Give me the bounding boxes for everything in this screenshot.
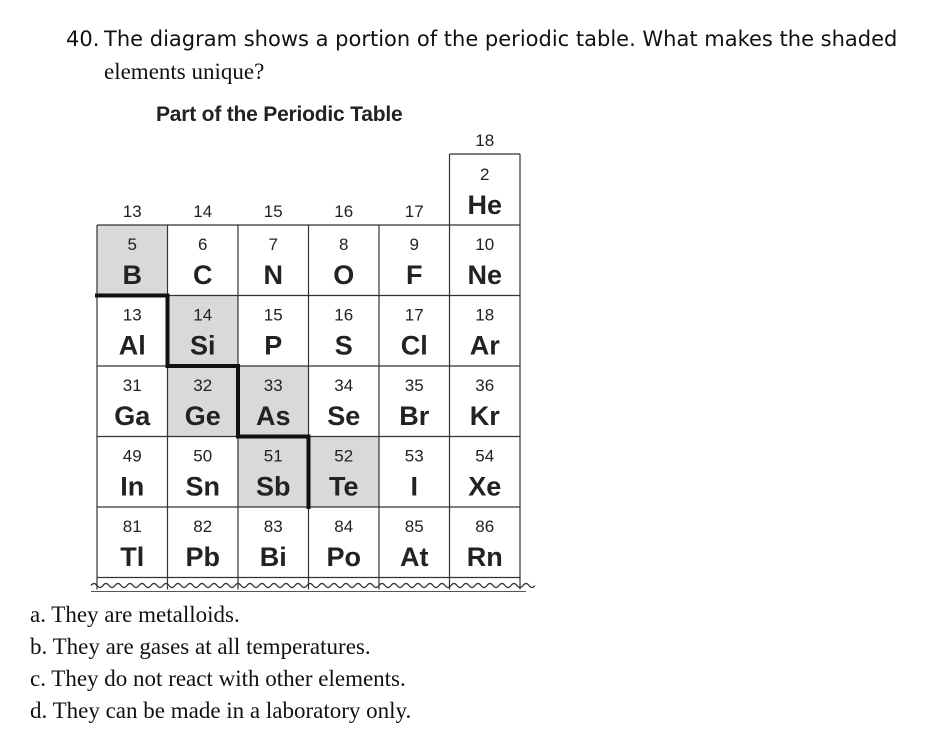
atomic-number-te: 52 [334,446,354,466]
atomic-number-cl: 17 [404,305,424,325]
atomic-number-bi: 83 [263,517,283,536]
atomic-number-po: 84 [334,517,354,536]
atomic-number-ge: 32 [193,376,213,395]
group-number-18: 18 [475,131,495,150]
atomic-number-he: 2 [480,165,490,184]
element-symbol-n: N [263,260,283,290]
element-symbol-tl: Tl [120,542,145,572]
atomic-number-n: 7 [268,235,278,254]
element-symbol-o: O [333,260,355,290]
atomic-number-as: 33 [263,376,283,395]
element-symbol-he: He [467,190,503,220]
atomic-number-br: 35 [404,376,424,395]
element-symbol-at: At [400,542,429,572]
table-break-line [91,584,535,588]
atomic-number-in: 49 [122,446,142,466]
atomic-number-o: 8 [339,235,349,254]
element-symbol-sn: Sn [185,471,221,502]
diagram-title: Part of the Periodic Table [156,103,403,126]
atomic-number-pb: 82 [193,517,213,536]
atomic-number-ga: 31 [122,376,142,395]
question-text-continued: elements unique? [104,59,265,84]
atomic-number-s: 16 [334,305,354,325]
element-symbol-ne: Ne [467,260,503,290]
atomic-number-rn: 86 [475,517,495,536]
option-d[interactable]: d. They can be made in a laboratory only. [30,698,412,723]
element-symbol-al: Al [118,330,146,361]
atomic-number-ar: 18 [475,305,495,325]
atomic-number-i: 53 [404,446,424,466]
element-symbol-ga: Ga [114,401,151,431]
element-symbol-in: In [120,471,145,502]
group-number-13: 13 [122,202,142,221]
element-symbol-sb: Sb [255,471,291,502]
atomic-number-b: 5 [127,235,137,254]
element-symbol-bi: Bi [259,542,287,572]
element-symbol-pb: Pb [185,542,221,572]
element-symbol-si: Si [189,330,216,361]
element-symbol-te: Te [328,471,359,502]
element-symbol-s: S [334,330,353,361]
atomic-number-se: 34 [334,376,354,395]
element-symbol-rn: Rn [466,542,503,572]
question-number: 40. [66,27,100,51]
element-symbol-kr: Kr [469,401,500,431]
atomic-number-f: 9 [409,235,419,254]
group-number-14: 14 [193,202,213,221]
atomic-number-ne: 10 [475,235,495,254]
atomic-number-at: 85 [404,517,424,536]
atomic-number-sn: 50 [193,446,213,466]
element-symbol-ar: Ar [469,330,500,361]
group-number-16: 16 [334,202,354,221]
element-symbol-xe: Xe [468,471,502,502]
element-symbol-se: Se [327,401,361,431]
option-c[interactable]: c. They do not react with other elements. [30,666,406,691]
element-symbol-po: Po [326,542,362,572]
element-symbol-c: C [193,260,213,290]
atomic-number-p: 15 [263,305,283,325]
atomic-number-kr: 36 [475,376,495,395]
atomic-number-tl: 81 [122,517,142,536]
element-symbol-ge: Ge [184,401,221,431]
option-b[interactable]: b. They are gases at all temperatures. [30,634,371,659]
element-symbol-f: F [406,260,423,290]
element-symbol-b: B [122,260,142,290]
question-text: The diagram shows a portion of the periodic table. What makes the shaded [104,27,898,51]
element-symbol-as: As [255,401,291,431]
element-symbol-cl: Cl [400,330,428,361]
group-number-15: 15 [263,202,283,221]
atomic-number-sb: 51 [263,446,283,466]
atomic-number-c: 6 [198,235,208,254]
element-symbol-p: P [264,330,283,361]
group-number-17: 17 [404,202,424,221]
option-a[interactable]: a. They are metalloids. [30,602,240,627]
answer-options [30,603,411,731]
element-symbol-br: Br [399,401,430,431]
atomic-number-xe: 54 [475,446,495,466]
element-symbol-i: I [410,471,419,502]
atomic-number-al: 13 [122,305,142,325]
atomic-number-si: 14 [193,305,213,325]
